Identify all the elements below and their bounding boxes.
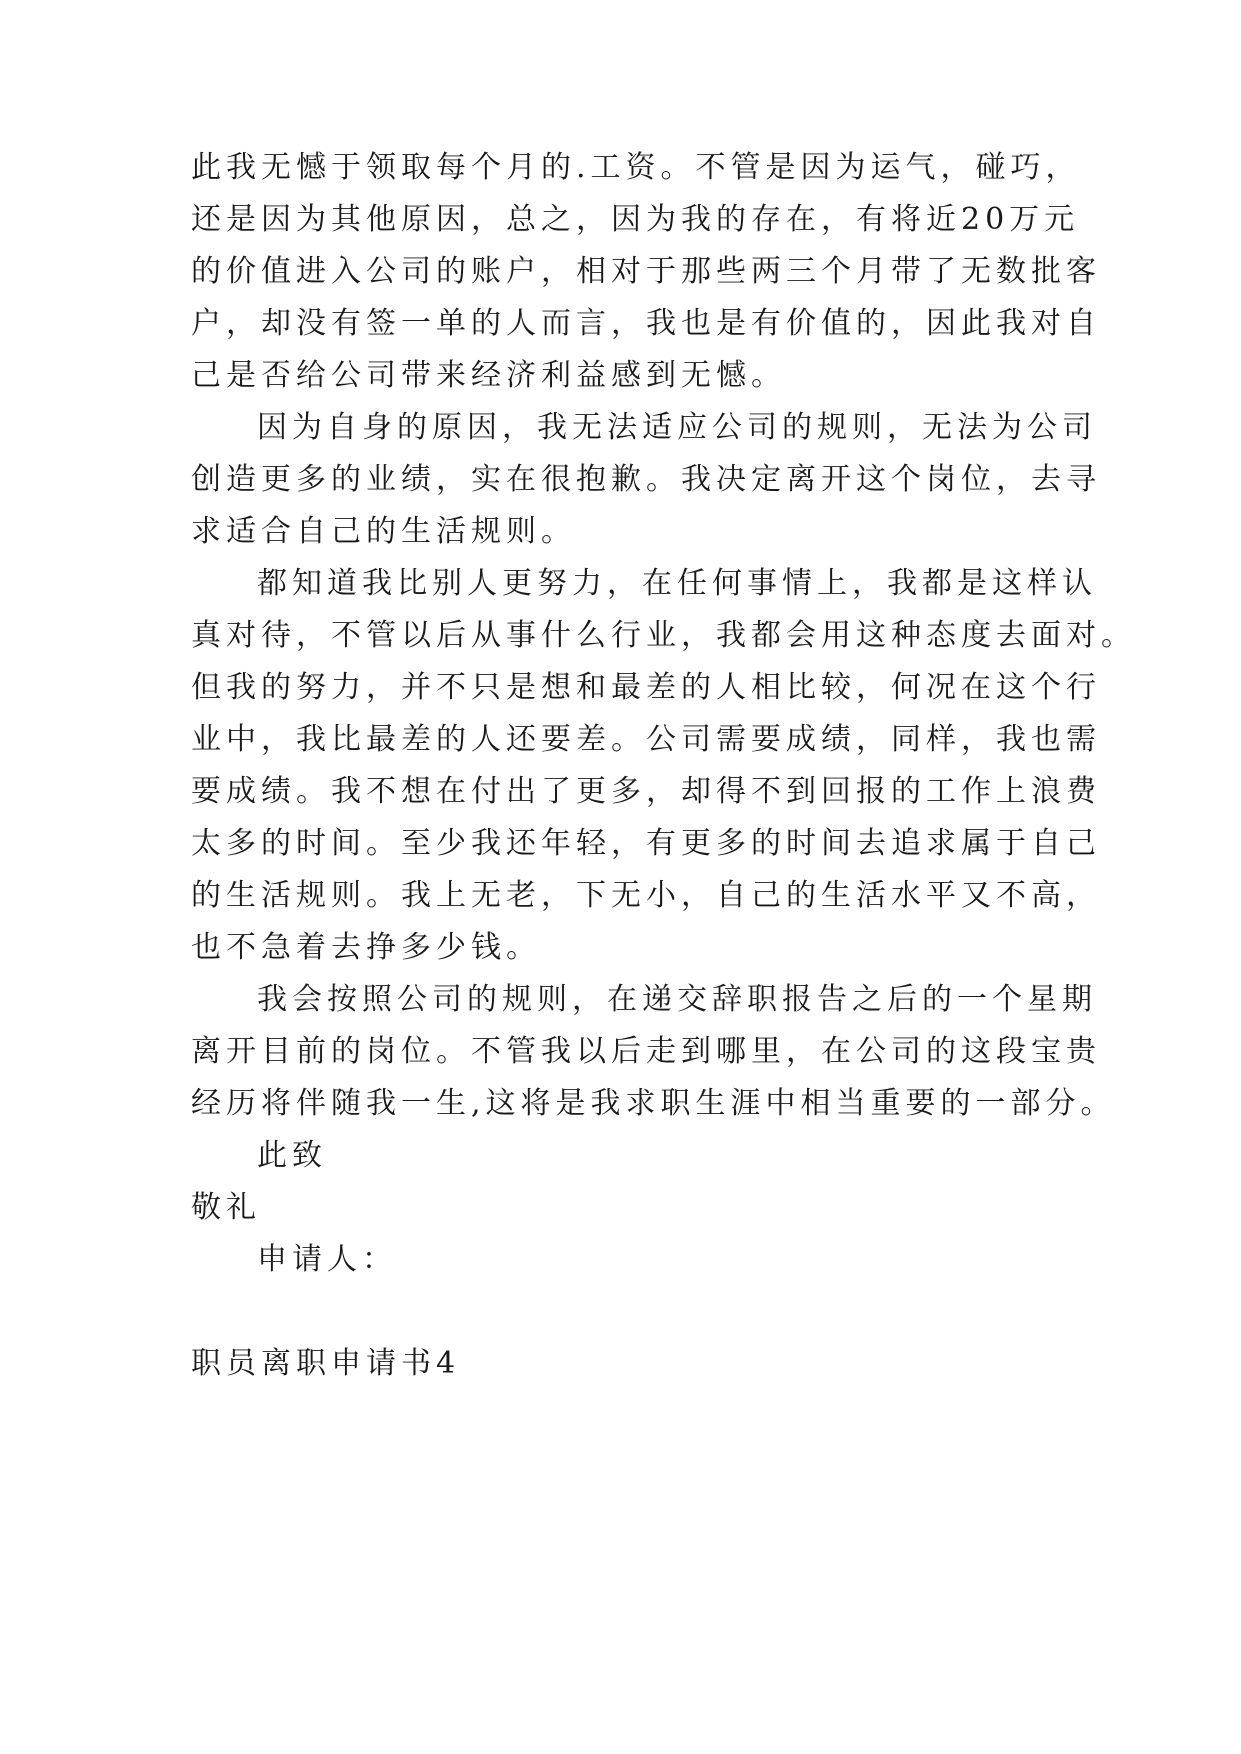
paragraph-line: 也不急着去挣多少钱。 — [191, 930, 541, 965]
paragraph-line: 的生活规则。我上无老，下无小，自己的生活水平又不高， — [191, 878, 1101, 913]
paragraph-line: 我会按照公司的规则，在递交辞职报告之后的一个星期 — [257, 982, 1097, 1017]
paragraph-line: 经历将伴随我一生,这将是我求职生涯中相当重要的一部分。 — [191, 1086, 1116, 1121]
paragraph-line: 此我无憾于领取每个月的.工资。不管是因为运气，碰巧， — [191, 150, 1081, 185]
paragraph-line: 因为自身的原因，我无法适应公司的规则，无法为公司 — [257, 410, 1097, 445]
applicant-label: 申请人： — [257, 1242, 397, 1277]
paragraph-line: 求适合自己的生活规则。 — [191, 514, 576, 549]
paragraph-line: 己是否给公司带来经济利益感到无憾。 — [191, 358, 786, 393]
paragraph-line: 业中，我比最差的人还要差。公司需要成绩，同样，我也需 — [191, 722, 1101, 757]
paragraph-line: 太多的时间。至少我还年轻，有更多的时间去追求属于自己 — [191, 826, 1101, 861]
paragraph-line: 真对待，不管以后从事什么行业，我都会用这种态度去面对。 — [191, 618, 1136, 653]
closing-salutation: 此致 — [257, 1138, 327, 1173]
paragraph-line: 离开目前的岗位。不管我以后走到哪里，在公司的这段宝贵 — [191, 1034, 1101, 1069]
paragraph-line: 创造更多的业绩，实在很抱歉。我决定离开这个岗位，去寻 — [191, 462, 1101, 497]
paragraph-line: 户，却没有签一单的人而言，我也是有价值的，因此我对自 — [191, 306, 1101, 341]
section-heading: 职员离职申请书4 — [191, 1346, 461, 1381]
paragraph-line: 都知道我比别人更努力，在任何事情上，我都是这样认 — [257, 566, 1097, 601]
paragraph-line: 还是因为其他原因，总之，因为我的存在，有将近20万元 — [191, 202, 1080, 237]
paragraph-line: 但我的努力，并不只是想和最差的人相比较，何况在这个行 — [191, 670, 1101, 705]
paragraph-line: 要成绩。我不想在付出了更多，却得不到回报的工作上浪费 — [191, 774, 1101, 809]
paragraph-line: 的价值进入公司的账户，相对于那些两三个月带了无数批客 — [191, 254, 1101, 289]
closing-regards: 敬礼 — [191, 1190, 261, 1225]
